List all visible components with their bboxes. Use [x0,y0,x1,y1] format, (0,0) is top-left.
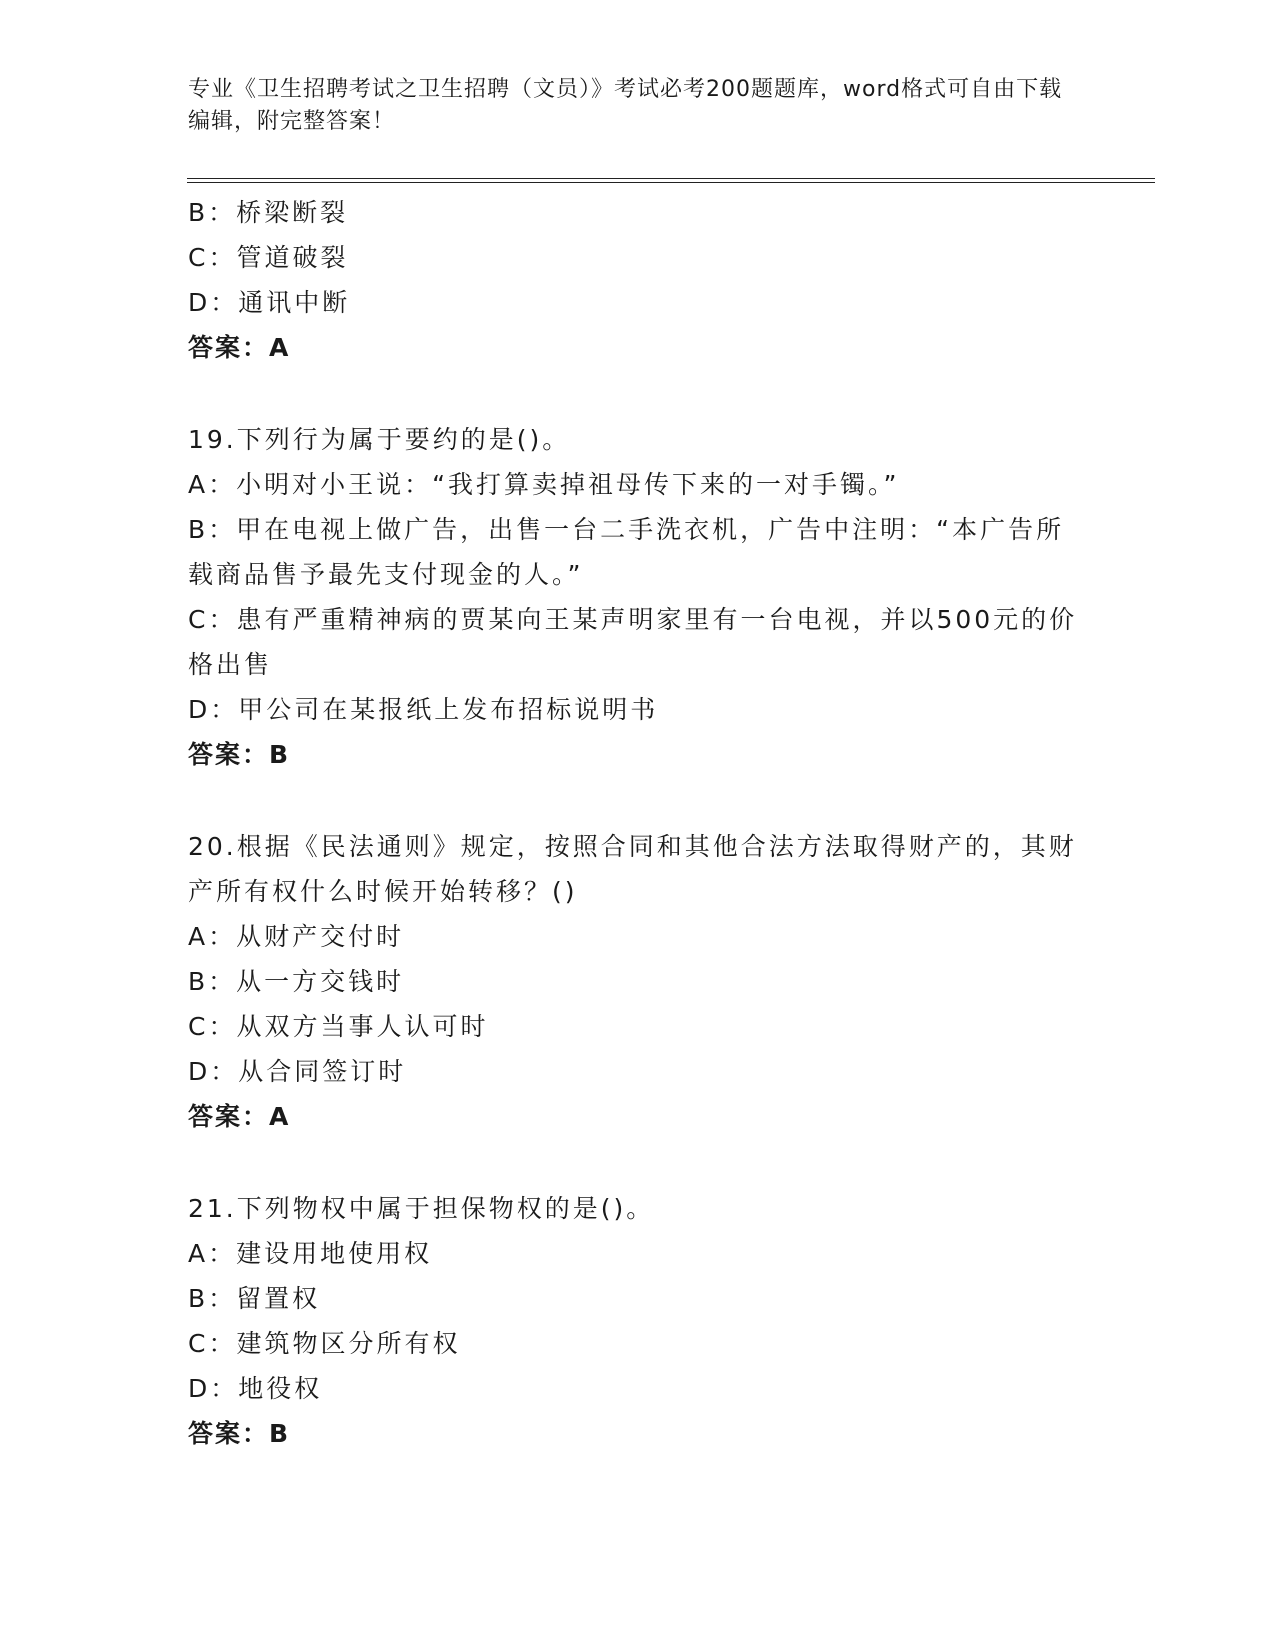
question-block-21 [188,1186,1088,1456]
spacer [188,777,1088,824]
option-b: B：留置权 [188,1284,321,1313]
spacer [188,370,1088,417]
answer-line: 答案：A [188,333,291,362]
option-a: A：建设用地使用权 [188,1239,433,1268]
document-header: 专业《卫生招聘考试之卫生招聘（文员）》考试必考200题题库，word格式可自由下载编辑，附完整答案！ [188,77,1063,134]
question-block-20 [188,824,1088,1139]
option-c: C：管道破裂 [188,243,349,272]
answer-line: 答案：B [188,740,291,769]
question-stem: 20.根据《民法通则》规定，按照合同和其他合法方法取得财产的，其财产所有权什么时候开始转移？() [188,832,1077,906]
option-b: B：桥梁断裂 [188,198,349,227]
answer-line: 答案：B [188,1419,291,1448]
question-stem: 19.下列行为属于要约的是()。 [188,425,571,454]
question-block-18 [188,190,1088,370]
option-c: C：建筑物区分所有权 [188,1329,461,1358]
question-block-19 [188,417,1088,777]
question-list [188,190,1088,1456]
option-d: D：通讯中断 [188,288,351,317]
answer-line: 答案：A [188,1102,291,1131]
option-b: B：甲在电视上做广告，出售一台二手洗衣机，广告中注明：“本广告所载商品售予最先支付现金的人。” [188,515,1065,589]
spacer [188,1139,1088,1186]
option-d: D：甲公司在某报纸上发布招标说明书 [188,695,659,724]
question-stem: 21.下列物权中属于担保物权的是()。 [188,1194,655,1223]
option-a: A：小明对小王说：“我打算卖掉祖母传下来的一对手镯。” [188,470,900,499]
option-c: C：患有严重精神病的贾某向王某声明家里有一台电视，并以500元的价格出售 [188,605,1078,679]
option-d: D：从合同签订时 [188,1057,407,1086]
option-d: D：地役权 [188,1374,323,1403]
option-c: C：从双方当事人认可时 [188,1012,489,1041]
option-a: A：从财产交付时 [188,922,405,951]
header-divider [187,178,1155,183]
option-b: B：从一方交钱时 [188,967,405,996]
